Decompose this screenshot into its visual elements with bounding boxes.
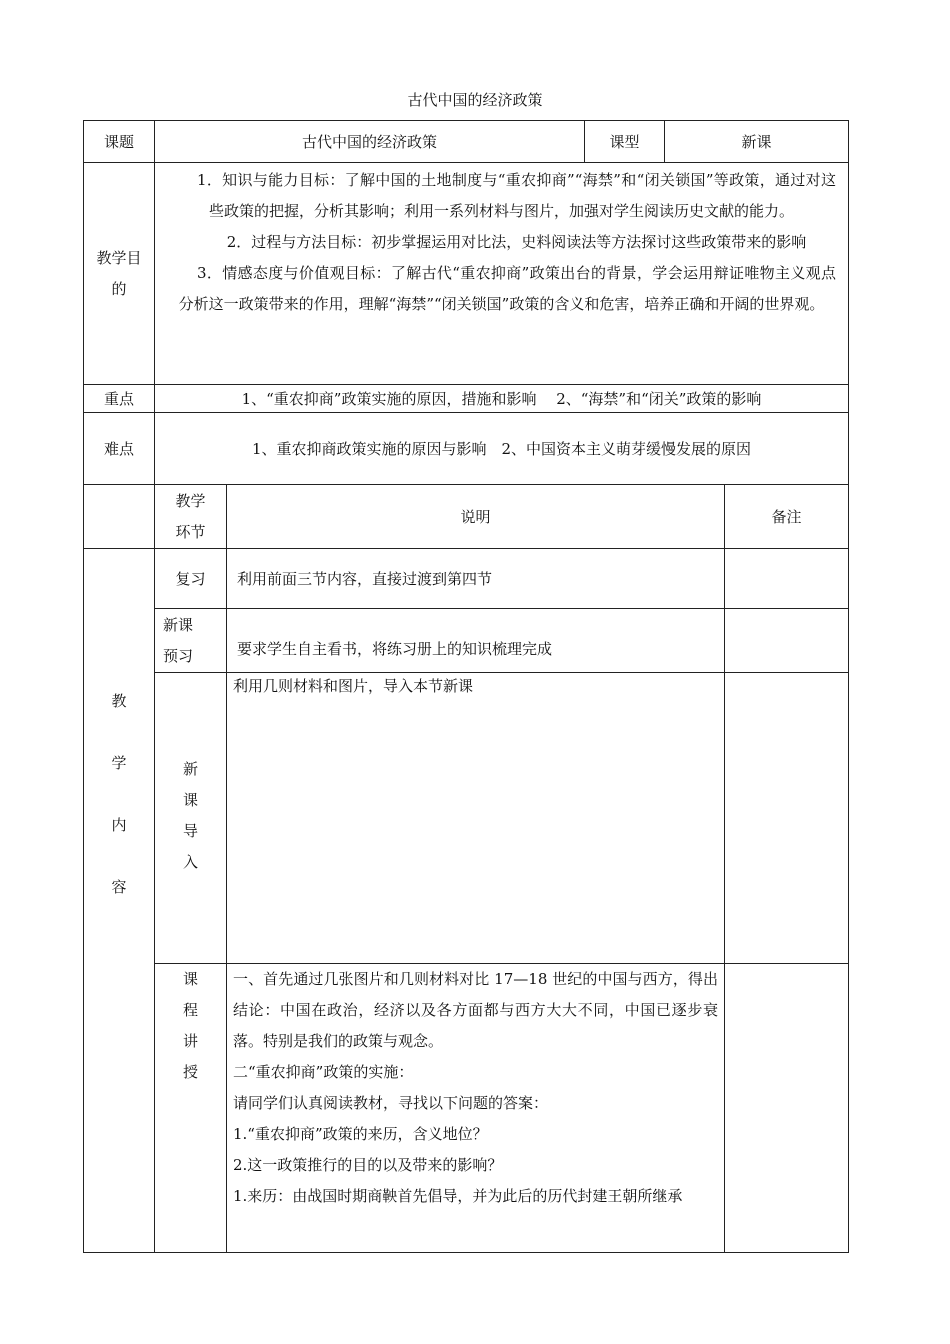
header-stage-cell: [154, 484, 226, 548]
row-lecture-stage-cell: [154, 963, 226, 1253]
row-intro-stage-char-3: 导: [182, 822, 198, 840]
row-lecture-stage-char-2: 程: [182, 1001, 198, 1019]
difficulties-content-cell: [154, 412, 849, 484]
topic-label: 课题: [103, 133, 134, 151]
difficulties-text: 1、重农抑商政策实施的原因与影响 2、中国资本主义萌芽缓慢发展的原因: [251, 440, 752, 458]
objective-item-2: 2．过程与方法目标：初步掌握运用对比法，史料阅读法等方法探讨这些政策带来的影响: [226, 233, 807, 251]
lecture-paragraph-1: 一、首先通过几张图片和几则材料对比 17—18 世纪的中国与西方，得出结论：中国在政治，经济以及各方面都与西方大大不同，中国已逐步衰落。特别是我们的政策与观念。: [233, 970, 718, 1050]
row-lecture-stage-char-4: 授: [182, 1063, 198, 1081]
header-empty-cell: [83, 484, 154, 548]
row-preview-description-cell: [226, 608, 724, 672]
objectives-label-cell: [83, 162, 154, 384]
header-stage-line-1: 教学: [175, 491, 206, 510]
lecture-paragraph-3: 请同学们认真阅读教材，寻找以下问题的答案：: [233, 1094, 549, 1112]
teaching-content-char-1: 教: [111, 692, 127, 710]
teaching-content-char-3: 内: [111, 816, 127, 834]
topic-value: 古代中国的经济政策: [301, 133, 437, 151]
topic-label-cell: [83, 120, 154, 162]
key-points-content-cell: [154, 384, 849, 412]
lecture-paragraph-6: 1.来历：由战国时期商鞅首先倡导，并为此后的历代封建王朝所继承: [233, 1187, 683, 1205]
row-lecture-stage-char-3: 讲: [182, 1032, 198, 1050]
lecture-paragraph-2: 二“重农抑商”政策的实施：: [233, 1063, 414, 1081]
document-title: 古代中国的经济政策: [407, 91, 543, 109]
row-review-description-cell: [226, 548, 724, 608]
row-preview-notes-cell: [724, 608, 849, 672]
topic-value-cell: [154, 120, 584, 162]
row-review-stage: 复习: [175, 570, 206, 588]
difficulties-label: 难点: [103, 440, 134, 458]
row-review-notes-cell: [724, 548, 849, 608]
row-intro-description-cell: [226, 672, 724, 963]
type-label-cell: [584, 120, 664, 162]
header-stage-line-2: 环节: [175, 522, 206, 541]
difficulties-label-cell: [83, 412, 154, 484]
row-intro-stage-char-4: 入: [182, 853, 198, 871]
row-intro-description: 利用几则材料和图片，导入本节新课: [233, 677, 474, 695]
teaching-content-char-2: 学: [111, 754, 127, 772]
row-preview-stage-cell: [154, 608, 226, 672]
key-points-text: 1、“重农抑商”政策实施的原因，措施和影响 2、“海禁”和“闭关”政策的影响: [241, 390, 762, 408]
header-description-cell: [226, 484, 724, 548]
objective-item-3: 3．情感态度与价值观目标：了解古代“重农抑商”政策出台的背景，学会运用辩证唯物主义观点分析这一政策带来的作用，理解“海禁”“闭关锁国”政策的含义和危害，培养正确和开阔的世界观。: [178, 264, 836, 313]
row-preview-stage-line-1: 新课: [163, 615, 194, 634]
lecture-paragraph-4: 1.“重农抑商”政策的来历，含义地位？: [233, 1125, 488, 1143]
row-lecture-description-cell: [226, 963, 724, 1253]
key-points-label: 重点: [103, 390, 134, 408]
header-description: 说明: [460, 508, 491, 526]
type-value: 新课: [741, 133, 772, 151]
row-intro-stage-cell: [154, 672, 226, 963]
teaching-content-char-4: 容: [111, 878, 127, 896]
row-review-stage-cell: [154, 548, 226, 608]
lecture-paragraph-5: 2.这一政策推行的目的以及带来的影响？: [233, 1156, 503, 1174]
header-notes: 备注: [771, 508, 802, 526]
objectives-label-line-1: 教学目: [96, 248, 142, 267]
row-preview-description: 要求学生自主看书，将练习册上的知识梳理完成: [237, 640, 553, 658]
type-value-cell: [664, 120, 849, 162]
objective-item-1: 1．知识与能力目标：了解中国的土地制度与“重农抑商”“海禁”和“闭关锁国”等政策，通过对这些政策的把握，分析其影响；利用一系列材料与图片，加强对学生阅读历史文献的能力。: [197, 171, 836, 220]
row-review-description: 利用前面三节内容，直接过渡到第四节: [237, 570, 493, 588]
key-points-label-cell: [83, 384, 154, 412]
objectives-content-cell: [154, 162, 849, 384]
teaching-content-label-cell: [83, 548, 154, 1253]
row-intro-stage-char-1: 新: [182, 760, 198, 778]
objectives-label-line-2: 的: [111, 279, 127, 298]
row-intro-stage-char-2: 课: [182, 791, 198, 809]
row-preview-stage-line-2: 预习: [163, 646, 194, 665]
header-notes-cell: [724, 484, 849, 548]
type-label: 课型: [609, 133, 640, 151]
row-lecture-notes-cell: [724, 963, 849, 1253]
row-intro-notes-cell: [724, 672, 849, 963]
row-lecture-stage-char-1: 课: [182, 970, 198, 988]
